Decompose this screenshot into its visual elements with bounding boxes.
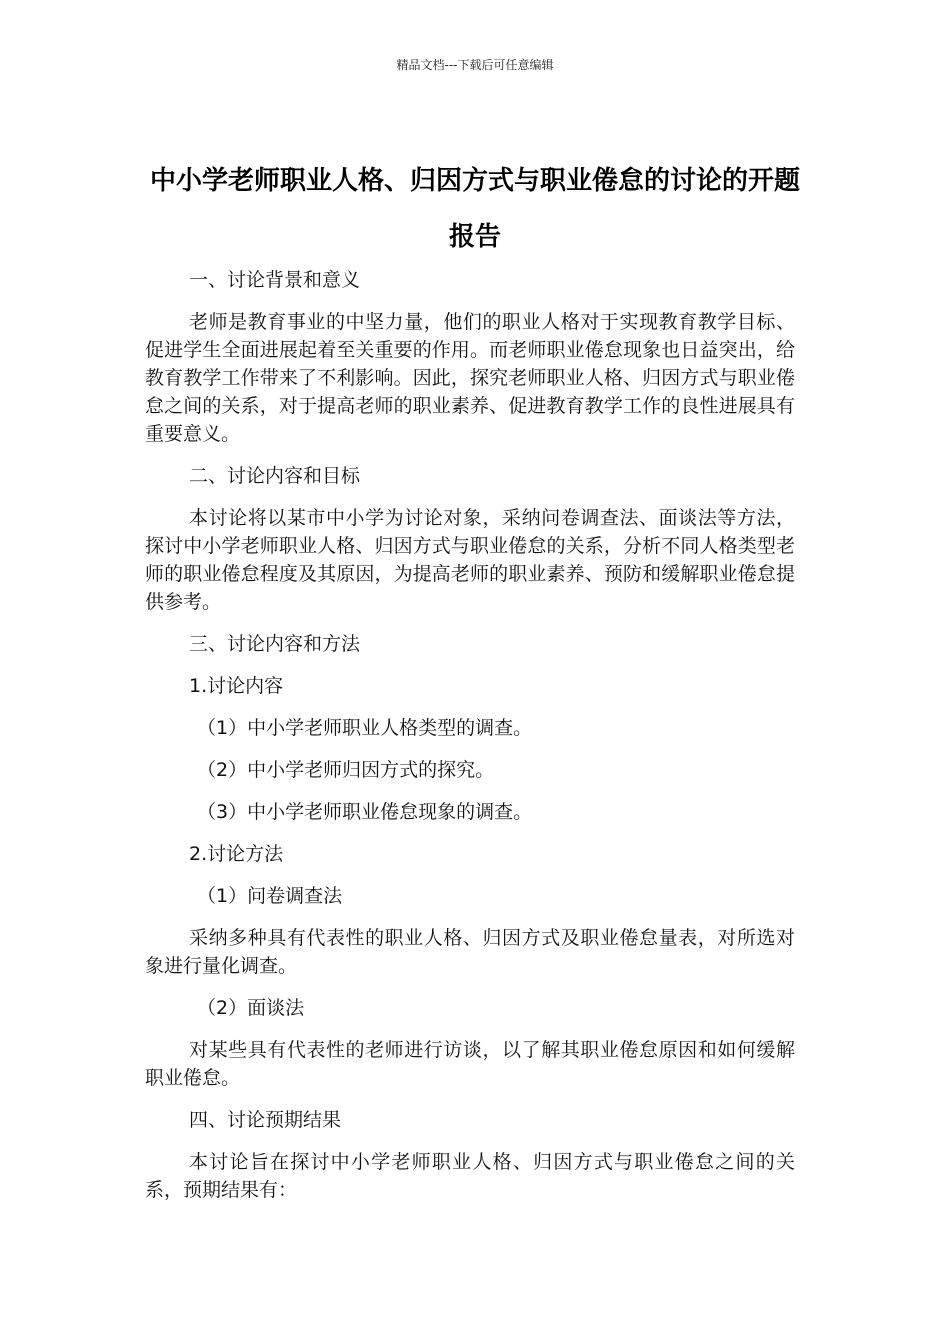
subheading-content: 1.讨论内容 (189, 675, 284, 697)
list-item-method-1: （1）问卷调查法 (197, 885, 343, 907)
document-body (145, 266, 795, 1218)
subheading-methods: 2.讨论方法 (189, 843, 284, 865)
paragraph-method-1: 采纳多种具有代表性的职业人格、归因方式及职业倦怠量表，对所选对象进行量化调查。 (145, 927, 795, 977)
list-item-content-1: （1）中小学老师职业人格类型的调查。 (197, 717, 533, 739)
page-header-note: 精品文档---下载后可任意编辑 (396, 58, 554, 72)
list-item-content-3: （3）中小学老师职业倦怠现象的调查。 (197, 801, 533, 823)
section-heading-background: 一、讨论背景和意义 (189, 269, 361, 291)
paragraph-background: 老师是教育事业的中坚力量，他们的职业人格对于实现教育教学目标、促进学生全面进展起着至关重要的作用。而老师职业倦怠现象也日益突出，给教育教学工作带来了不利影响。因此，探究老师职业人格、归因方式与职业倦怠之间的关系，对于提高老师的职业素养、促进教育教学工作的良性进展具有重要意义。 (145, 311, 795, 445)
document-title: 中小学老师职业人格、归因方式与职业倦怠的讨论的开题报告 (149, 166, 800, 253)
section-heading-methods: 三、讨论内容和方法 (189, 633, 361, 655)
list-item-method-2: （2）面谈法 (197, 997, 305, 1019)
paragraph-method-2: 对某些具有代表性的老师进行访谈，以了解其职业倦怠原因和如何缓解职业倦怠。 (145, 1039, 795, 1089)
paragraph-results: 本讨论旨在探讨中小学老师职业人格、归因方式与职业倦怠之间的关系，预期结果有： (145, 1151, 795, 1201)
section-heading-goals: 二、讨论内容和目标 (189, 465, 361, 487)
list-item-content-2: （2）中小学老师归因方式的探究。 (197, 759, 495, 781)
section-heading-results: 四、讨论预期结果 (189, 1109, 342, 1131)
paragraph-goals: 本讨论将以某市中小学为讨论对象，采纳问卷调查法、面谈法等方法，探讨中小学老师职业人格、归因方式与职业倦怠的关系，分析不同人格类型老师的职业倦怠程度及其原因，为提高老师的职业素养、预防和缓解职业倦怠提供参考。 (145, 507, 795, 613)
